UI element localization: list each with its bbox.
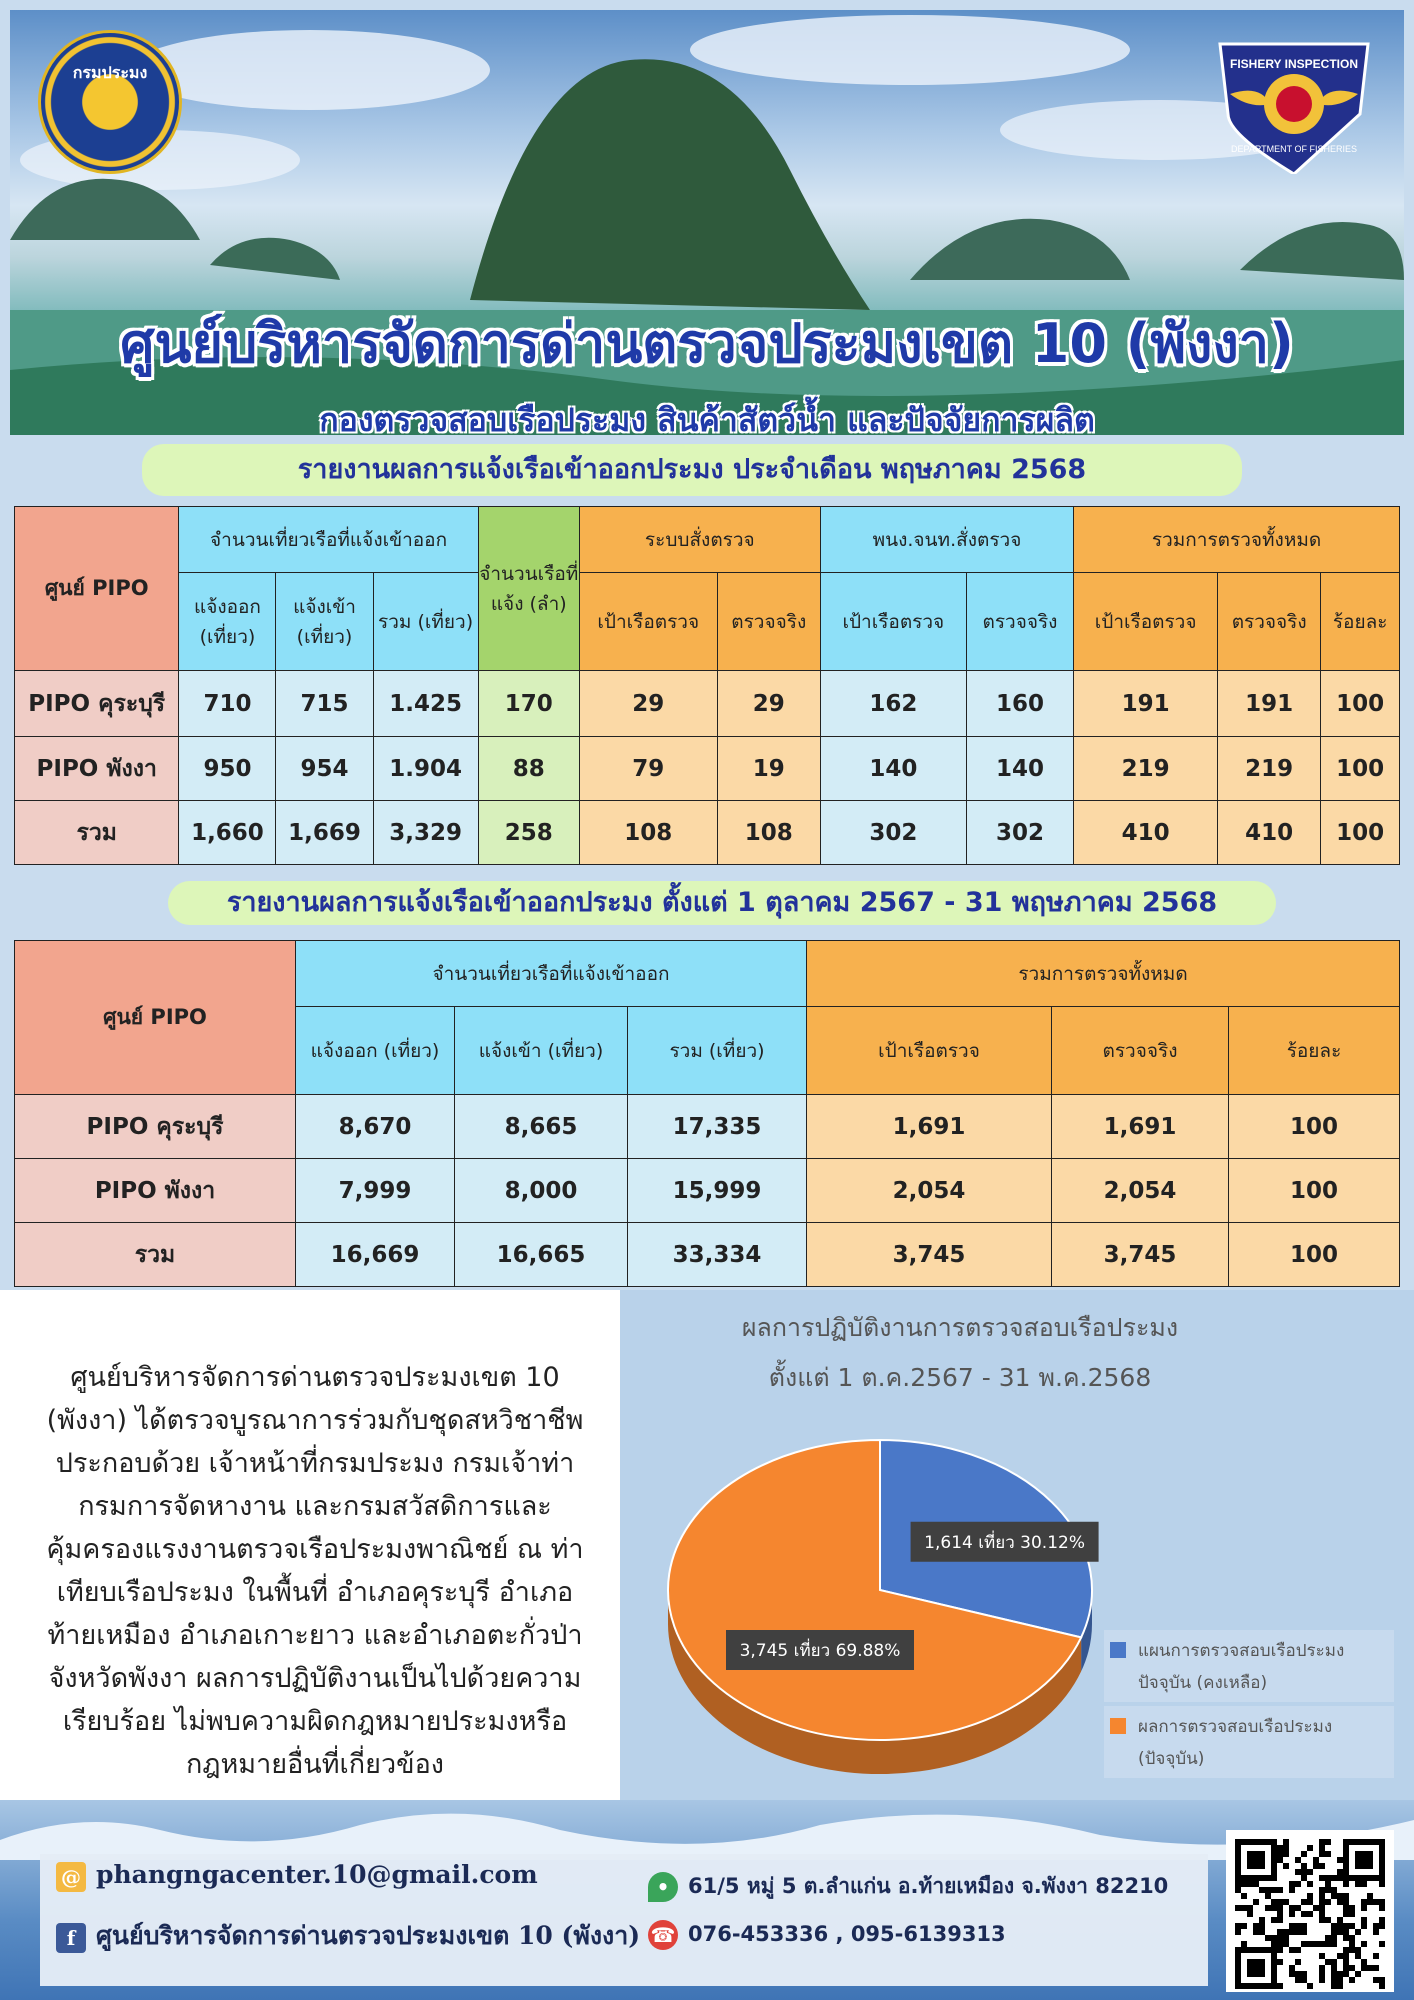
email-contact[interactable]: [56, 1860, 538, 1892]
page-subtitle: กองตรวจสอบเรือประมง สินค้าสัตว์น้ำ และปัจจัยการผลิต: [319, 401, 1095, 435]
row-all-target: 410: [1074, 801, 1218, 865]
table-row: [15, 671, 1400, 737]
table-row: [15, 1095, 1400, 1159]
chart-subtitle: ตั้งแต่ 1 ต.ค.2567 - 31 พ.ค.2568: [768, 1363, 1152, 1392]
monthly-report-banner: รายงานผลการแจ้งเรือเข้าออกประมง ประจำเดือน พฤษภาคม 2568: [142, 444, 1242, 496]
row-out: 710: [179, 671, 276, 737]
header-in: แจ้งเข้า (เที่ยว): [276, 573, 373, 671]
header-all-target: เป้าเรือตรวจ: [1074, 573, 1218, 671]
legend-swatch-0: [1110, 1642, 1126, 1658]
row-total: 17,335: [628, 1095, 807, 1159]
row-vessels: 170: [478, 671, 579, 737]
qr-code[interactable]: [1226, 1830, 1394, 1992]
row-vessels: 258: [478, 801, 579, 865]
header-target: เป้าเรือตรวจ: [807, 1007, 1052, 1095]
row-percent: 100: [1229, 1159, 1400, 1223]
header-sys-target: เป้าเรือตรวจ: [579, 573, 717, 671]
page-title: ศูนย์บริหารจัดการด่านตรวจประมงเขต 10 (พังงา): [120, 312, 1294, 375]
table-row-total: [15, 1223, 1400, 1287]
row-sys-actual: 29: [717, 671, 820, 737]
phone-contact[interactable]: [648, 1920, 1006, 1950]
row-all-actual: 191: [1218, 671, 1321, 737]
header-all-group: รวมการตรวจทั้งหมด: [807, 941, 1400, 1007]
header-banner: [10, 10, 1404, 435]
header-out: แจ้งออก (เที่ยว): [179, 573, 276, 671]
table-row-total: [15, 801, 1400, 865]
row-off-actual: 302: [966, 801, 1073, 865]
row-in: 8,665: [455, 1095, 628, 1159]
row-out: 950: [179, 737, 276, 801]
pie-data-label-0: 1,614 เที่ยว 30.12%: [924, 1532, 1085, 1553]
header-out: แจ้งออก (เที่ยว): [296, 1007, 455, 1095]
row-sys-target: 108: [579, 801, 717, 865]
summary-section: [0, 1290, 1414, 1820]
row-actual: 1,691: [1052, 1095, 1229, 1159]
legend-label-line2-1: (ปัจจุบัน): [1138, 1749, 1205, 1769]
row-in: 8,000: [455, 1159, 628, 1223]
row-total: 33,334: [628, 1223, 807, 1287]
fishery-inspection-badge: [1210, 24, 1378, 174]
row-center: PIPO พังงา: [15, 1159, 296, 1223]
phone-text: 076-453336 , 095-6139313: [688, 1922, 1006, 1946]
row-percent: 100: [1321, 671, 1400, 737]
row-center: PIPO คุระบุรี: [15, 1095, 296, 1159]
badge-text: FISHERY INSPECTION: [1229, 57, 1359, 71]
phone-icon: ☎: [648, 1920, 678, 1950]
email-text: phangngacenter.10@gmail.com: [96, 1860, 538, 1889]
row-center: รวม: [15, 801, 179, 865]
row-in: 954: [276, 737, 373, 801]
legend-label-line2-0: ปัจจุบัน (คงเหลือ): [1138, 1673, 1268, 1693]
row-sys-actual: 19: [717, 737, 820, 801]
email-icon: @: [56, 1862, 86, 1892]
row-all-target: 219: [1074, 737, 1218, 801]
row-off-actual: 160: [966, 671, 1073, 737]
department-of-fisheries-logo: กรมประมง: [38, 30, 182, 174]
header-officer-group: พนง.จนท.สั่งตรวจ: [820, 507, 1073, 573]
row-off-target: 140: [820, 737, 966, 801]
row-percent: 100: [1229, 1223, 1400, 1287]
pie-chart-panel: [620, 1290, 1414, 1820]
row-all-actual: 410: [1218, 801, 1321, 865]
row-center: PIPO พังงา: [15, 737, 179, 801]
row-total: 3,329: [373, 801, 478, 865]
header-center: ศูนย์ PIPO: [15, 507, 179, 671]
footer: [0, 1800, 1414, 2000]
monthly-report-table: [14, 506, 1400, 865]
header-total: รวม (เที่ยว): [373, 573, 478, 671]
row-total: 1.904: [373, 737, 478, 801]
table-row: [15, 737, 1400, 801]
header-all-actual: ตรวจจริง: [1218, 573, 1321, 671]
row-actual: 2,054: [1052, 1159, 1229, 1223]
row-out: 8,670: [296, 1095, 455, 1159]
row-in: 16,665: [455, 1223, 628, 1287]
row-off-target: 302: [820, 801, 966, 865]
header-vessels: จำนวนเรือที่แจ้ง (ลำ): [478, 507, 579, 671]
header-trips-group: จำนวนเที่ยวเรือที่แจ้งเข้าออก: [296, 941, 807, 1007]
wave-decoration: [0, 1800, 1414, 1860]
header-total: รวม (เที่ยว): [628, 1007, 807, 1095]
legend-swatch-1: [1110, 1718, 1126, 1734]
header-off-actual: ตรวจจริง: [966, 573, 1073, 671]
row-out: 1,660: [179, 801, 276, 865]
facebook-icon: f: [56, 1923, 86, 1953]
facebook-contact[interactable]: [56, 1916, 640, 1956]
header-trips-group: จำนวนเที่ยวเรือที่แจ้งเข้าออก: [179, 507, 478, 573]
header-system-group: ระบบสั่งตรวจ: [579, 507, 820, 573]
row-in: 715: [276, 671, 373, 737]
header-percent: ร้อยละ: [1321, 573, 1400, 671]
row-target: 3,745: [807, 1223, 1052, 1287]
address-contact: [648, 1870, 1168, 1903]
header-sys-actual: ตรวจจริง: [717, 573, 820, 671]
badge-subtext: DEPARTMENT OF FISHERIES: [1230, 144, 1358, 154]
row-all-target: 191: [1074, 671, 1218, 737]
description-panel: [0, 1290, 620, 1820]
header-all-group: รวมการตรวจทั้งหมด: [1074, 507, 1400, 573]
header-actual: ตรวจจริง: [1052, 1007, 1229, 1095]
legend-label-1: ผลการตรวจสอบเรือประมง: [1138, 1717, 1333, 1737]
row-center: รวม: [15, 1223, 296, 1287]
facebook-text: ศูนย์บริหารจัดการด่านตรวจประมงเขต 10 (พังงา): [96, 1921, 641, 1950]
row-total: 1.425: [373, 671, 478, 737]
row-target: 1,691: [807, 1095, 1052, 1159]
row-out: 7,999: [296, 1159, 455, 1223]
pie-chart: [620, 1290, 1414, 1820]
row-percent: 100: [1229, 1095, 1400, 1159]
row-total: 15,999: [628, 1159, 807, 1223]
chart-title: ผลการปฏิบัติงานการตรวจสอบเรือประมง: [741, 1313, 1179, 1342]
row-all-actual: 219: [1218, 737, 1321, 801]
row-sys-target: 79: [579, 737, 717, 801]
header-percent: ร้อยละ: [1229, 1007, 1400, 1095]
legend-label-0: แผนการตรวจสอบเรือประมง: [1138, 1641, 1345, 1661]
row-in: 1,669: [276, 801, 373, 865]
pie-data-label-1: 3,745 เที่ยว 69.88%: [739, 1641, 901, 1661]
row-center: PIPO คุระบุรี: [15, 671, 179, 737]
header-in: แจ้งเข้า (เที่ยว): [455, 1007, 628, 1095]
cumulative-report-table: [14, 940, 1400, 1287]
location-pin-icon: •: [648, 1872, 678, 1902]
row-off-target: 162: [820, 671, 966, 737]
address-text: 61/5 หมู่ 5 ต.ลำแก่น อ.ท้ายเหมือง จ.พังงา 82210: [688, 1874, 1169, 1898]
description-text: ศูนย์บริหารจัดการด่านตรวจประมงเขต 10 (พังงา) ได้ตรวจบูรณาการร่วมกับชุดสหวิชาชีพ ประกอบด้วย เจ้าหน้าที่กรมประมง กรมเจ้าท่า กรมการจัดหางาน และกรมสวัสดิการและคุ้มครองแรงงานตรวจเรือประมงพาณิชย์ ณ ท่าเทียบเรือประมง ในพื้นที่ อำเภอคุระบุรี อำเภอท้ายเหมือง อำเภอเกาะยาว และอำเภอตะกั่วป่า จังหวัดพังงา ผลการปฏิบัติงานเป็นไปด้วยความเรียบร้อย ไม่พบความผิดกฎหมายประมงหรือกฎหมายอื่นที่เกี่ยวข้อง: [46, 1362, 584, 1780]
row-sys-actual: 108: [717, 801, 820, 865]
row-percent: 100: [1321, 801, 1400, 865]
row-out: 16,669: [296, 1223, 455, 1287]
header-off-target: เป้าเรือตรวจ: [820, 573, 966, 671]
row-actual: 3,745: [1052, 1223, 1229, 1287]
row-target: 2,054: [807, 1159, 1052, 1223]
header-center: ศูนย์ PIPO: [15, 941, 296, 1095]
row-sys-target: 29: [579, 671, 717, 737]
cumulative-report-banner: รายงานผลการแจ้งเรือเข้าออกประมง ตั้งแต่ 1 ตุลาคม 2567 - 31 พฤษภาคม 2568: [168, 881, 1276, 925]
row-off-actual: 140: [966, 737, 1073, 801]
table-row: [15, 1159, 1400, 1223]
row-percent: 100: [1321, 737, 1400, 801]
row-vessels: 88: [478, 737, 579, 801]
